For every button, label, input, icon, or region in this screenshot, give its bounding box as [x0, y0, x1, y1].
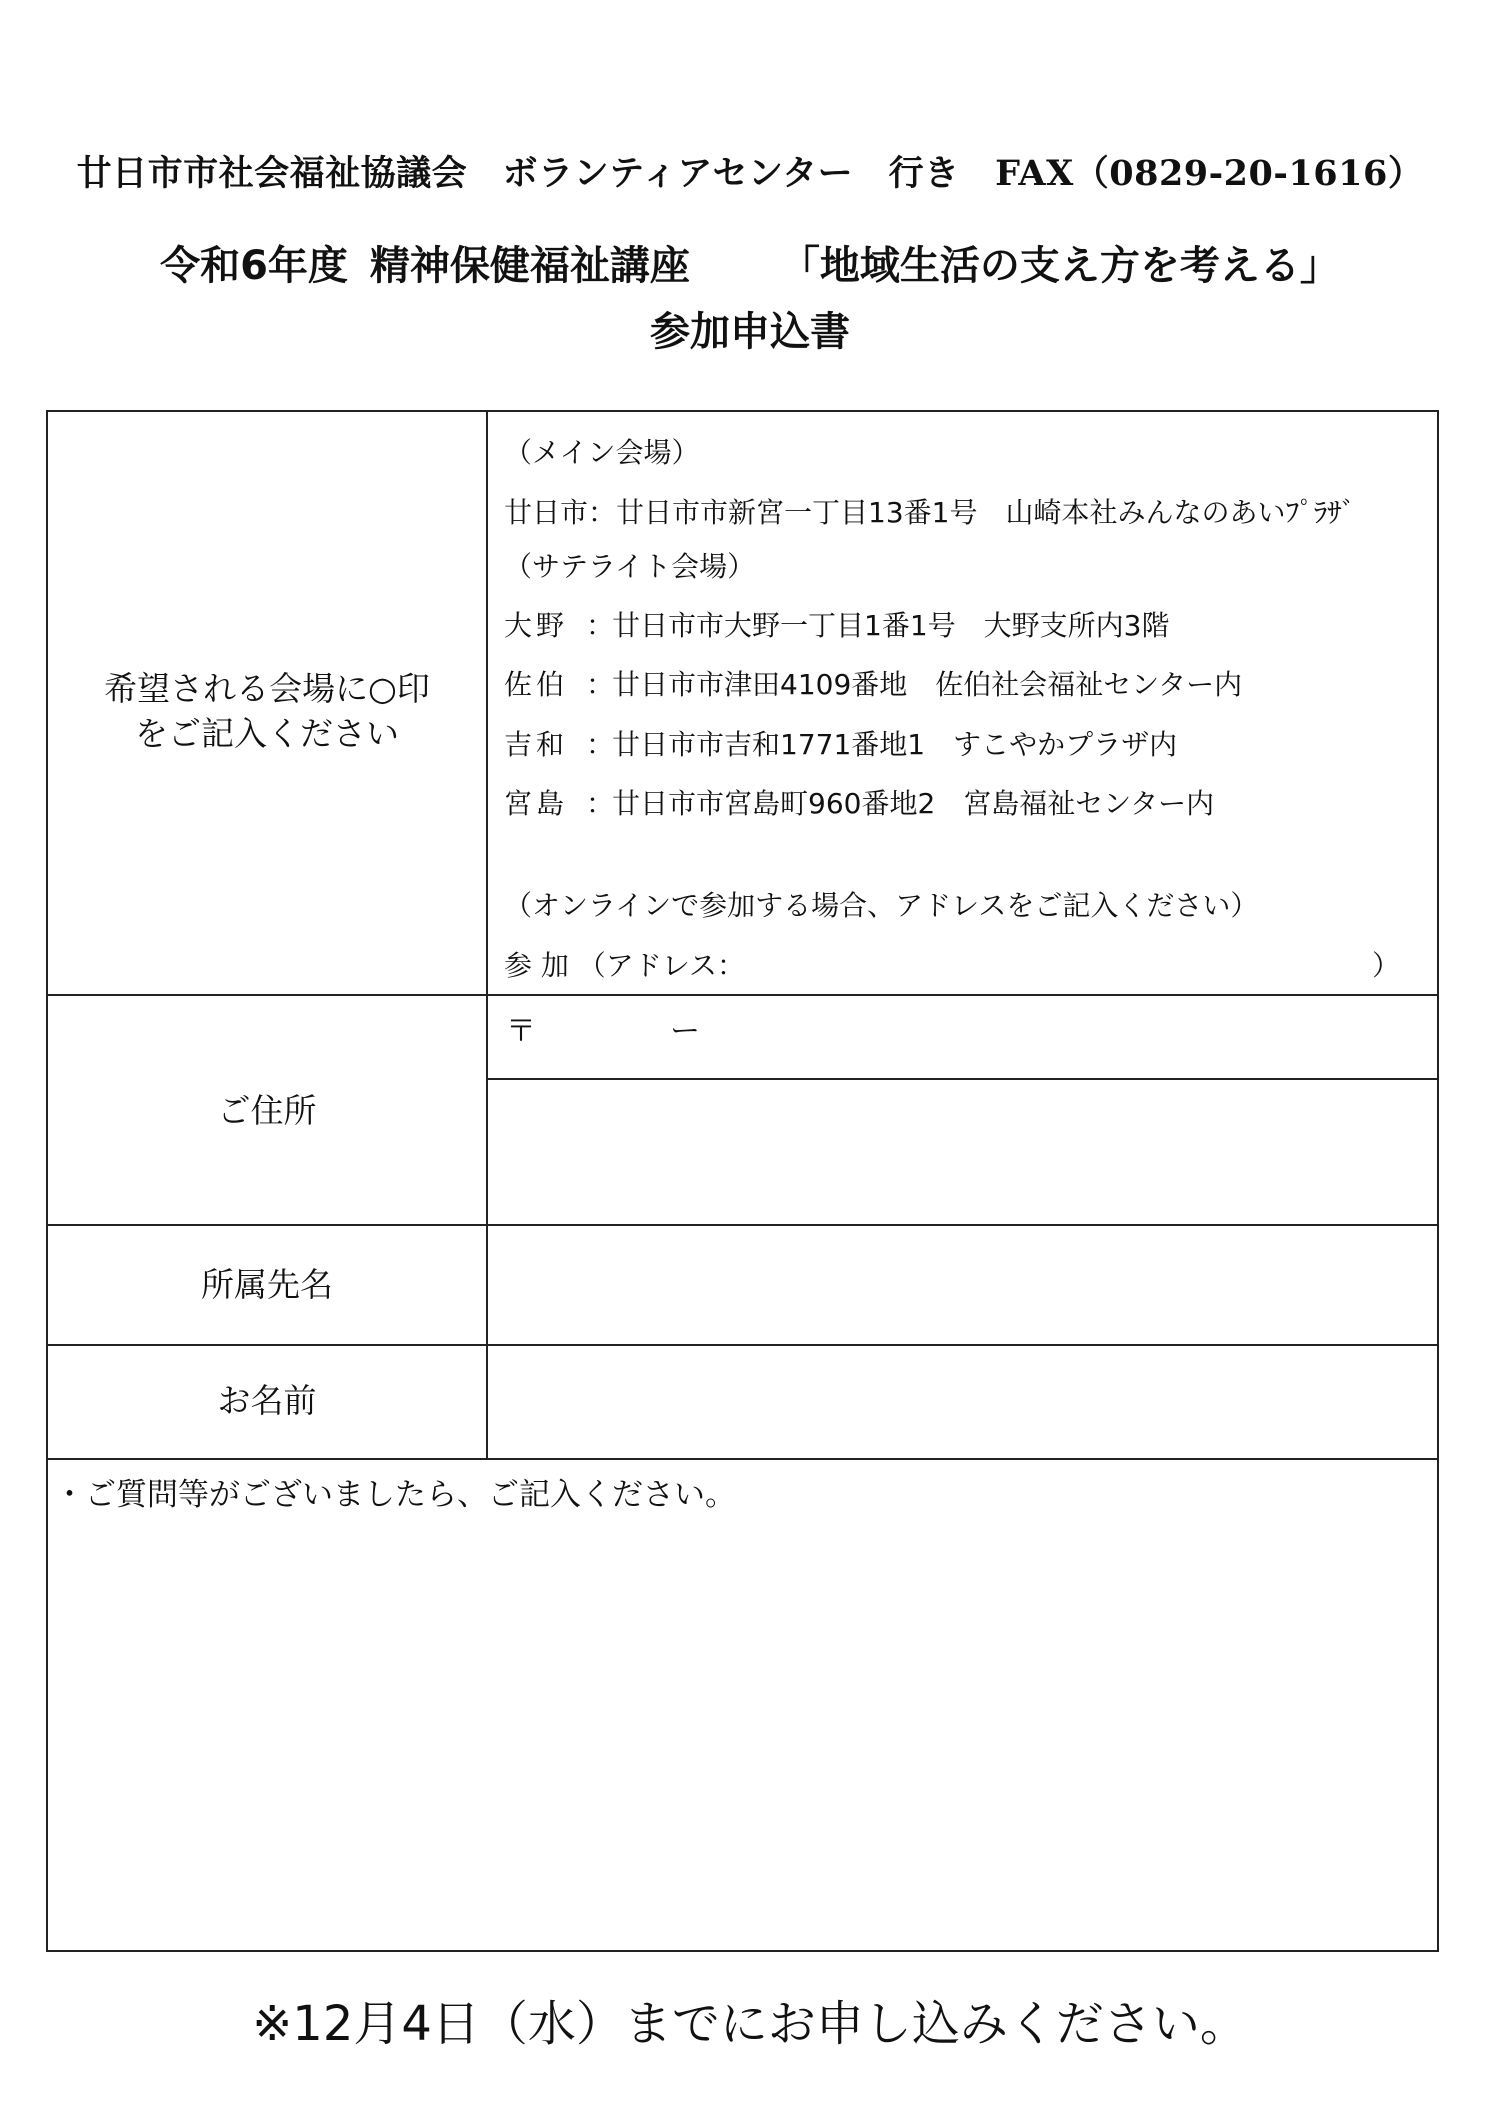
application-form [46, 410, 1439, 1952]
online-address-field[interactable] [878, 949, 1318, 983]
main-venue-address[interactable]: 廿日市：廿日市市新宮一丁目13番1号 山崎本社みんなのあいﾌﾟﾗｻﾞ [504, 496, 1356, 529]
fax-destination-line: 廿日市市社会福祉協議会 ボランティアセンター 行き FAX（0829-20-1616） [76, 153, 1424, 194]
row-divider-name [48, 1458, 1437, 1460]
satellite-venue-address: 廿日市市大野一丁目1番1号 大野支所内3階 [612, 609, 1170, 642]
satellite-venue-miyajima[interactable]: 宮島 ：廿日市市宮島町960番地2 宮島福祉センター内 [504, 787, 1215, 820]
row-divider-venue [48, 994, 1437, 996]
satellite-venue-address: 廿日市市吉和1771番地1 すこやかプラザ内 [612, 728, 1178, 761]
satellite-venue-name: 吉和 [504, 728, 569, 761]
course-year: 令和6年度 [160, 243, 348, 289]
name-label: お名前 [217, 1381, 317, 1420]
affiliation-field[interactable] [494, 1232, 1424, 1336]
form-title: 参加申込書 [650, 309, 850, 355]
affiliation-label: 所属先名 [201, 1265, 333, 1304]
online-participation-suffix: ） [1372, 949, 1401, 982]
online-participation-prefix: 参 加 （アドレス： [504, 949, 745, 982]
online-note: （オンラインで参加する場合、アドレスをご記入ください） [504, 889, 1259, 922]
venue-label-line1: 希望される会場に○印 [104, 669, 430, 708]
postal-dash: ー [670, 1014, 700, 1049]
venue-label [48, 666, 486, 756]
venue-label-line2: をご記入ください [135, 714, 399, 753]
satellite-venue-yoshiwa[interactable]: 吉和 ：廿日市市吉和1771番地1 すこやかプラザ内 [504, 728, 1178, 761]
questions-field[interactable] [54, 1522, 1429, 1942]
postal-code-field[interactable] [548, 1002, 1408, 1068]
satellite-venue-address: 廿日市市宮島町960番地2 宮島福祉センター内 [612, 787, 1215, 820]
row-divider-affiliation [48, 1344, 1437, 1346]
column-divider [486, 412, 488, 1458]
satellite-venue-name: 大野 [504, 609, 569, 642]
postal-mark: 〒 [506, 1014, 536, 1049]
course-name: 精神保健福祉講座 [369, 243, 690, 289]
row-divider-postal [486, 1078, 1437, 1080]
satellite-venue-saeki[interactable]: 佐伯 ：廿日市市津田4109番地 佐伯社会福祉センター内 [504, 668, 1243, 701]
address-label: ご住所 [217, 1091, 317, 1130]
row-divider-address [48, 1224, 1437, 1226]
satellite-heading: （サテライト会場） [504, 550, 756, 583]
course-title [0, 234, 1500, 291]
satellite-venue-ono[interactable]: 大野 ：廿日市市大野一丁目1番1号 大野支所内3階 [504, 609, 1170, 642]
main-venue-heading: （メイン会場） [504, 436, 700, 469]
address-field[interactable] [494, 1086, 1424, 1214]
satellite-venue-name: 佐伯 [504, 668, 569, 701]
satellite-venue-address: 廿日市市津田4109番地 佐伯社会福祉センター内 [612, 668, 1243, 701]
name-field[interactable] [494, 1352, 1424, 1450]
satellite-venue-name: 宮島 [504, 787, 569, 820]
questions-label: ・ご質問等がございましたら、ご記入ください。 [54, 1477, 736, 1513]
course-theme: 「地域生活の支え方を考える」 [779, 243, 1340, 289]
deadline-note: ※12月4日（水）までにお申し込みください。 [252, 1996, 1248, 2052]
